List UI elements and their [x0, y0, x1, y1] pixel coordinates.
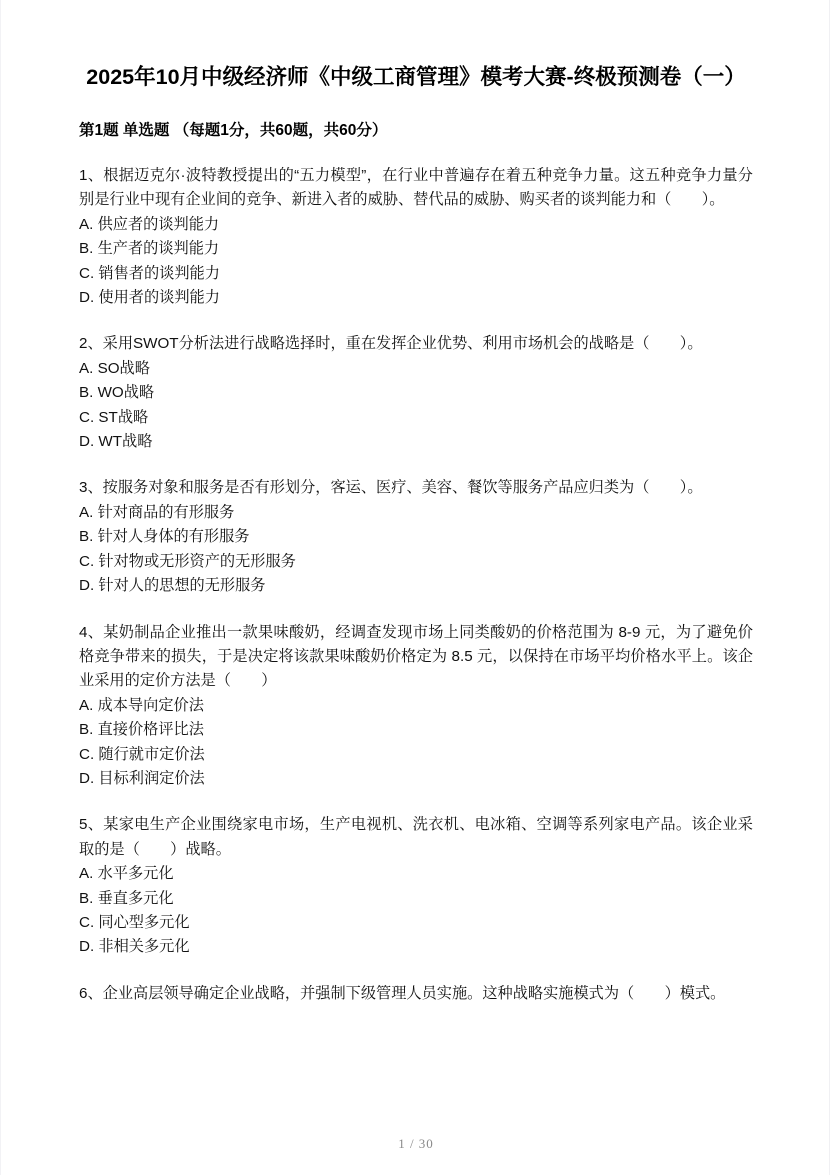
option-item[interactable] — [79, 430, 753, 454]
option-label: A. — [79, 865, 94, 883]
option-label: C. — [79, 408, 95, 426]
question-stem: 1、根据迈克尔·波特教授提出的“五力模型”，在行业中普遍存在着五种竞争力量。这五种竞争力量分别是行业中现有企业间的竞争、新进入者的威胁、替代品的威胁、购买者的谈判能力和（ ）。 — [79, 167, 753, 209]
option-label: D. — [79, 289, 95, 307]
option-list — [79, 862, 753, 960]
option-label: D. — [79, 577, 95, 595]
option-text: 垂直多元化 — [97, 889, 174, 907]
option-text: 成本导向定价法 — [97, 696, 204, 714]
option-text: 非相关多元化 — [98, 938, 190, 956]
option-item[interactable] — [79, 286, 753, 310]
option-item[interactable] — [79, 935, 753, 959]
option-label: B. — [79, 528, 94, 546]
option-item[interactable] — [79, 213, 753, 237]
option-label: B. — [79, 721, 94, 739]
question-stem: 2、采用SWOT分析法进行战略选择时，重在发挥企业优势、利用市场机会的战略是（ ）。 — [79, 335, 703, 353]
option-item[interactable] — [79, 357, 753, 381]
option-label: D. — [79, 433, 95, 451]
option-list — [79, 694, 753, 792]
option-label: C. — [79, 745, 95, 763]
option-item[interactable] — [79, 862, 753, 886]
question-block — [79, 960, 753, 1006]
option-item[interactable] — [79, 694, 753, 718]
option-text: 水平多元化 — [97, 865, 174, 883]
option-item[interactable] — [79, 550, 753, 574]
option-text: 供应者的谈判能力 — [97, 215, 220, 233]
option-text: 直接价格评比法 — [97, 721, 204, 739]
option-text: 针对物或无形资产的无形服务 — [98, 552, 296, 570]
option-item[interactable] — [79, 574, 753, 598]
option-list — [79, 357, 753, 455]
option-text: WO战略 — [97, 384, 155, 402]
page-title: 2025年10月中级经济师《中级工商管理》模考大赛-终极预测卷（一） — [86, 65, 746, 89]
option-label: C. — [79, 552, 95, 570]
option-item[interactable] — [79, 887, 753, 911]
option-label: A. — [79, 696, 94, 714]
option-text: 生产者的谈判能力 — [97, 240, 220, 258]
page-footer: 1 / 30 — [398, 1136, 434, 1151]
option-text: SO战略 — [97, 359, 150, 377]
option-text: 目标利润定价法 — [98, 769, 205, 787]
option-item[interactable] — [79, 381, 753, 405]
question-stem: 4、某奶制品企业推出一款果味酸奶，经调查发现市场上同类酸奶的价格范围为 8-9 元，为了避免价格竞争带来的损失，于是决定将该款果味酸奶价格定为 8.5 元，以保持在市场平均价格水平上。该企业采用的定价方法是（ ） — [79, 623, 753, 690]
option-item[interactable] — [79, 911, 753, 935]
option-text: 针对人的思想的无形服务 — [98, 577, 266, 595]
section-header: 第1题 单选题 （每题1分，共60题，共60分） — [79, 122, 388, 139]
option-text: 同心型多元化 — [98, 913, 190, 931]
option-label: C. — [79, 913, 95, 931]
option-list — [79, 213, 753, 311]
option-text: 使用者的谈判能力 — [98, 289, 220, 307]
question-stem: 6、企业高层领导确定企业战略，并强制下级管理人员实施。这种战略实施模式为（ ）模式。 — [79, 984, 726, 1002]
option-item[interactable] — [79, 406, 753, 430]
option-text: 针对商品的有形服务 — [97, 503, 235, 521]
option-text: ST战略 — [98, 408, 149, 426]
question-block — [79, 310, 753, 454]
option-item[interactable] — [79, 743, 753, 767]
question-stem: 5、某家电生产企业围绕家电市场，生产电视机、洗衣机、电冰箱、空调等系列家电产品。该企业采取的是（ ）战略。 — [79, 816, 753, 858]
option-item[interactable] — [79, 237, 753, 261]
question-block — [79, 454, 753, 598]
option-label: C. — [79, 264, 95, 282]
option-label: D. — [79, 769, 95, 787]
question-block — [79, 599, 753, 792]
option-text: 随行就市定价法 — [98, 745, 205, 763]
option-label: B. — [79, 240, 94, 258]
option-list — [79, 501, 753, 599]
option-label: D. — [79, 938, 95, 956]
question-stem: 3、按服务对象和服务是否有形划分，客运、医疗、美容、餐饮等服务产品应归类为（ ）。 — [79, 479, 703, 497]
option-text: WT战略 — [98, 433, 153, 451]
option-label: B. — [79, 384, 94, 402]
question-block — [79, 142, 753, 310]
option-item[interactable] — [79, 501, 753, 525]
option-label: A. — [79, 503, 94, 521]
option-label: B. — [79, 889, 94, 907]
option-label: A. — [79, 359, 94, 377]
option-item[interactable] — [79, 262, 753, 286]
option-item[interactable] — [79, 525, 753, 549]
option-text: 销售者的谈判能力 — [98, 264, 220, 282]
option-item[interactable] — [79, 718, 753, 742]
question-block — [79, 791, 753, 959]
option-label: A. — [79, 215, 94, 233]
page-content — [79, 0, 753, 1006]
option-item[interactable] — [79, 767, 753, 791]
option-text: 针对人身体的有形服务 — [97, 528, 250, 546]
